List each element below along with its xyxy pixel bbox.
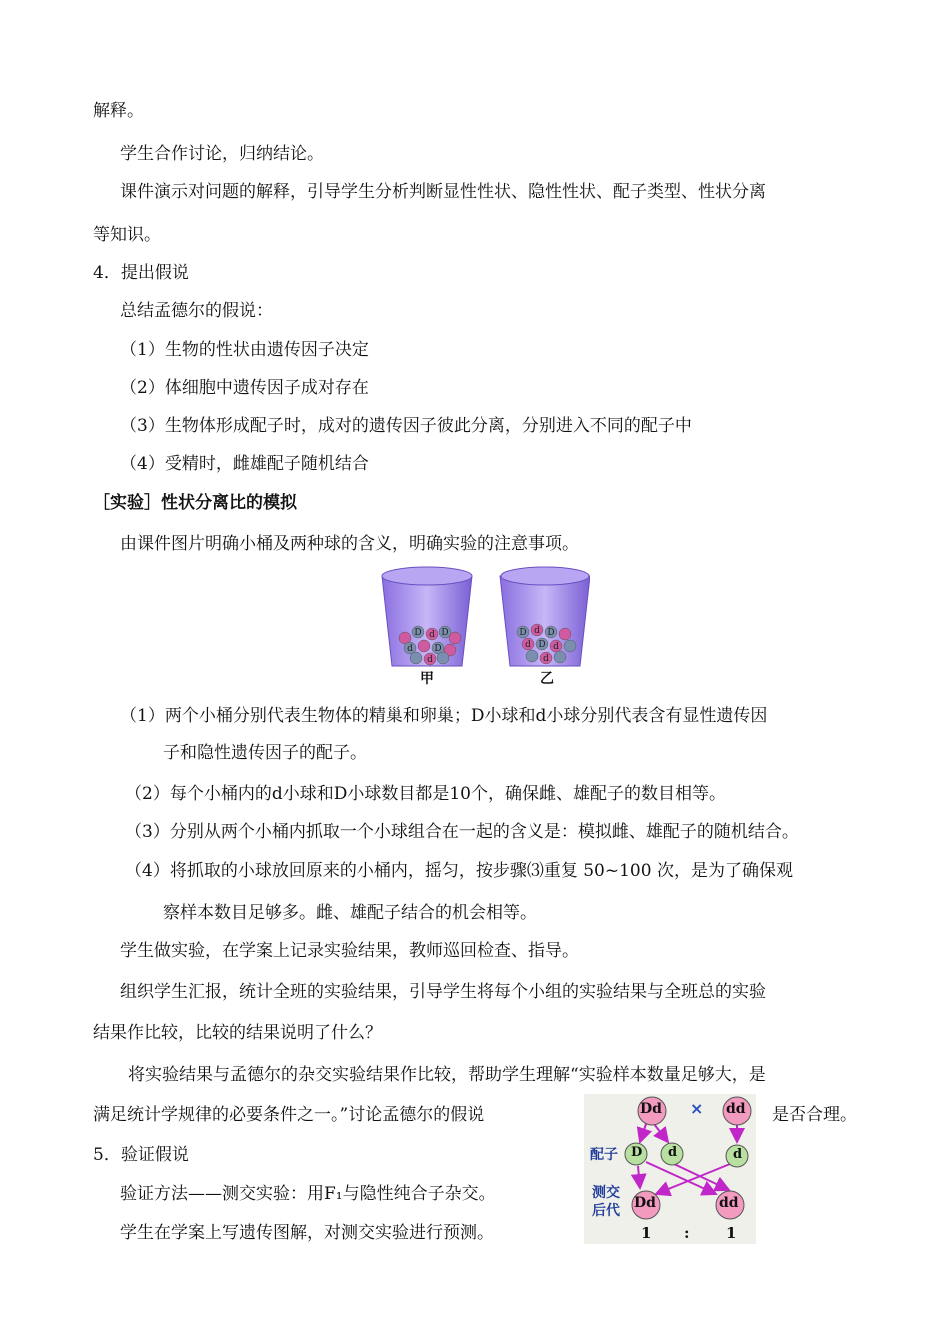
- text-line: 等知识。: [93, 225, 161, 245]
- text-line: 验证方法——测交实验：用F₁与隐性纯合子杂交。: [120, 1184, 496, 1204]
- testcross-diagram: [584, 1094, 756, 1244]
- bucket-right: [500, 567, 590, 666]
- svg-text:D: D: [547, 628, 555, 638]
- text-line: 将实验结果与孟德尔的杂交实验结果作比较，帮助学生理解“实验样本数量足够大，是: [128, 1065, 766, 1085]
- svg-text:d: d: [407, 644, 413, 654]
- text-line: 子和隐性遗传因子的配子。: [163, 743, 367, 763]
- offspring-label: 后代: [592, 1203, 620, 1219]
- cross-sign: ×: [690, 1099, 704, 1118]
- svg-text:d: d: [525, 640, 531, 650]
- list-item: （4）受精时，雌雄配子随机结合: [120, 454, 369, 474]
- bucket-label-right: 乙: [540, 671, 554, 687]
- text-line: 课件演示对问题的解释，引导学生分析判断显性性状、隐性性状、配子类型、性状分离: [120, 182, 766, 202]
- ratio-right: 1: [726, 1224, 737, 1242]
- text-line: 是否合理。: [772, 1105, 857, 1125]
- bucket-left: [382, 567, 472, 666]
- gamete-d: d: [733, 1147, 743, 1162]
- ratio-left: 1: [641, 1224, 652, 1242]
- svg-text:d: d: [429, 630, 435, 640]
- text-line: 学生做实验，在学案上记录实验结果，教师巡回检查、指导。: [120, 941, 579, 961]
- text-line: 满足统计学规律的必要条件之一。”讨论孟德尔的假说: [93, 1105, 485, 1125]
- gamete-d: d: [668, 1145, 678, 1160]
- svg-text:D: D: [538, 640, 546, 650]
- buckets-illustration: [380, 566, 590, 686]
- gamete-D: D: [631, 1145, 643, 1160]
- text-line: 组织学生汇报，统计全班的实验结果，引导学生将每个小组的实验结果与全班总的实验: [120, 982, 766, 1002]
- svg-text:D: D: [519, 628, 527, 638]
- text-line: 解释。: [93, 101, 144, 121]
- list-item: （1）两个小桶分别代表生物体的精巢和卵巢；D小球和d小球分别代表含有显性遗传因: [120, 706, 768, 726]
- text-line: 由课件图片明确小桶及两种球的含义，明确实验的注意事项。: [120, 534, 579, 554]
- svg-text:d: d: [534, 626, 540, 636]
- list-item: （3）分别从两个小桶内抓取一个小球组合在一起的含义是：模拟雌、雄配子的随机结合。: [125, 822, 799, 842]
- section-heading: 5．验证假说: [93, 1145, 189, 1165]
- list-item: （3）生物体形成配子时，成对的遗传因子彼此分离，分别进入不同的配子中: [120, 416, 692, 436]
- parent-Dd: Dd: [640, 1101, 662, 1117]
- experiment-heading: ［实验］性状分离比的模拟: [93, 493, 297, 513]
- text-line: 结果作比较，比较的结果说明了什么？: [93, 1023, 382, 1043]
- offspring-Dd: Dd: [634, 1195, 656, 1211]
- list-item: （2）体细胞中遗传因子成对存在: [120, 378, 369, 398]
- bucket-figure: [380, 566, 590, 686]
- offspring-label: 测交: [592, 1185, 620, 1201]
- svg-text:D: D: [434, 644, 442, 654]
- text-line: 总结孟德尔的假说：: [120, 301, 273, 321]
- text-line: 学生在学案上写遗传图解，对测交实验进行预测。: [120, 1223, 494, 1243]
- section-heading: 4．提出假说: [93, 263, 189, 283]
- svg-text:D: D: [441, 628, 449, 638]
- gametes-label: 配子: [590, 1147, 618, 1163]
- list-item: （4）将抓取的小球放回原来的小桶内，摇匀，按步骤⑶重复 50~100 次，是为了确保观: [125, 861, 793, 881]
- ratio-colon: :: [684, 1224, 690, 1242]
- text-line: 学生合作讨论，归纳结论。: [120, 144, 324, 164]
- offspring-dd: dd: [719, 1195, 739, 1211]
- list-item: （1）生物的性状由遗传因子决定: [120, 340, 369, 360]
- list-item: （2）每个小桶内的d小球和D小球数目都是10个，确保雌、雄配子的数目相等。: [125, 784, 726, 804]
- parent-dd: dd: [726, 1101, 746, 1117]
- svg-text:d: d: [427, 655, 433, 665]
- svg-text:d: d: [553, 642, 559, 652]
- svg-text:D: D: [414, 628, 422, 638]
- svg-text:d: d: [543, 654, 549, 664]
- bucket-label-left: 甲: [420, 671, 434, 687]
- text-line: 察样本数目足够多。雌、雄配子结合的机会相等。: [163, 903, 537, 923]
